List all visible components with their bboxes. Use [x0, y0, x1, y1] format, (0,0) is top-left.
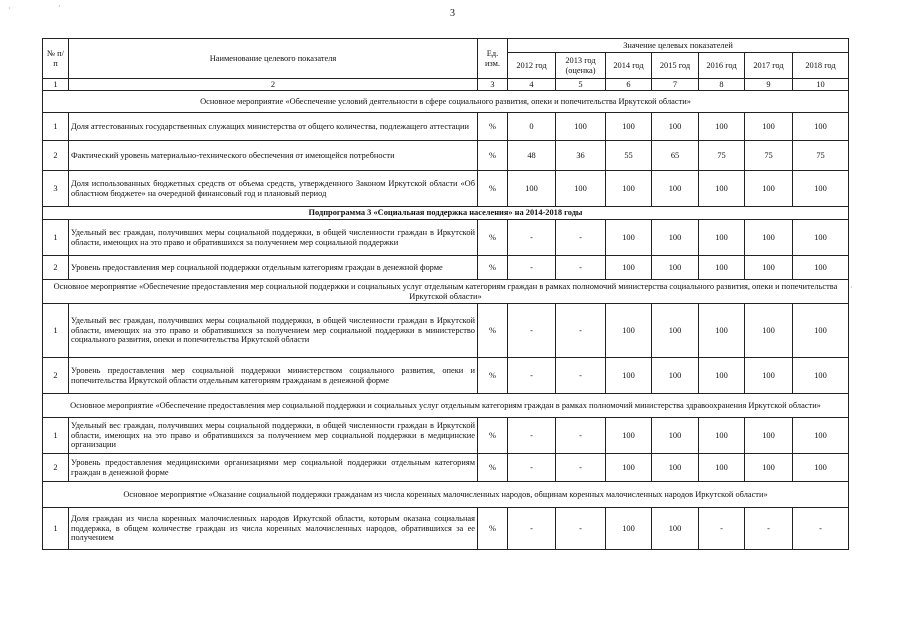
indicator-name: Уровень предоставления мер социальной поддержки отдельным категориям граждан в денежной форме: [69, 256, 478, 280]
indicator-value: -: [556, 418, 606, 454]
section-header-row: [43, 207, 849, 220]
section-header-row: [43, 482, 849, 508]
indicator-value: 48: [508, 141, 556, 171]
column-number: 10: [793, 79, 849, 91]
header-year: 2013 год (оценка): [556, 53, 606, 79]
indicator-value: -: [556, 358, 606, 394]
indicator-row: [43, 418, 849, 454]
scan-speck: ·: [58, 2, 61, 11]
indicator-unit: %: [478, 171, 508, 207]
indicator-row: [43, 113, 849, 141]
header-year: 2018 год: [793, 53, 849, 79]
indicator-num: 2: [43, 256, 69, 280]
scan-speck: ·: [8, 4, 11, 13]
page-number: 3: [450, 8, 455, 19]
indicator-unit: %: [478, 358, 508, 394]
indicator-value: 100: [508, 171, 556, 207]
indicator-value: 100: [606, 171, 652, 207]
indicator-unit: %: [478, 304, 508, 358]
indicator-name: Удельный вес граждан, получивших меры социальной поддержки, в общей численности граждан в Иркутской области, имеющих на это право и обратившихся за получением мер социальной поддержки в медицинские организации: [69, 418, 478, 454]
indicator-value: 75: [699, 141, 745, 171]
indicator-name: Доля граждан из числа коренных малочисленных народов Иркутской области, которым оказана социальная поддержка, в общем количестве граждан из числа коренных малочисленных народов, обратившихся за ее получением: [69, 508, 478, 550]
column-number: 9: [745, 79, 793, 91]
indicator-value: 100: [699, 454, 745, 482]
indicator-value: -: [508, 358, 556, 394]
indicator-value: 100: [793, 304, 849, 358]
indicator-value: 100: [606, 418, 652, 454]
indicator-name: Фактический уровень материально-технического обеспечения от имеющейся потребности: [69, 141, 478, 171]
target-indicators-table: [42, 38, 849, 550]
section-title: Основное мероприятие «Обеспечение условий деятельности в сфере социального развития, опеки и попечительства Иркутской области»: [43, 91, 849, 113]
column-number: 2: [69, 79, 478, 91]
indicator-value: 55: [606, 141, 652, 171]
section-header-row: [43, 91, 849, 113]
indicator-value: 100: [606, 256, 652, 280]
indicator-name: Доля использованных бюджетных средств от объема средств, утвержденного Законом Иркутской области «Об областном бюджете» на очередной финансовый год и плановый период: [69, 171, 478, 207]
indicator-value: -: [508, 304, 556, 358]
header-year: 2015 год: [652, 53, 699, 79]
indicator-value: 100: [745, 256, 793, 280]
indicator-value: 100: [652, 256, 699, 280]
indicator-row: [43, 141, 849, 171]
header-name: Наименование целевого показателя: [69, 39, 478, 79]
indicator-name: Уровень предоставления мер социальной поддержки министерством социального развития, опеки и попечительства Иркутской области отдельным категориям гражданам в денежной форме: [69, 358, 478, 394]
indicator-row: [43, 220, 849, 256]
indicator-value: -: [508, 454, 556, 482]
indicator-value: -: [508, 256, 556, 280]
indicator-value: 100: [556, 113, 606, 141]
indicator-value: 100: [556, 171, 606, 207]
indicator-value: 65: [652, 141, 699, 171]
indicator-value: 100: [745, 454, 793, 482]
indicator-num: 2: [43, 141, 69, 171]
column-number-row: [43, 79, 849, 91]
section-title: Подпрограмма 3 «Социальная поддержка населения» на 2014-2018 годы: [43, 207, 849, 220]
header-num: № п/п: [43, 39, 69, 79]
indicator-value: 100: [606, 358, 652, 394]
column-number: 8: [699, 79, 745, 91]
indicator-value: -: [745, 508, 793, 550]
column-number: 1: [43, 79, 69, 91]
indicator-unit: %: [478, 454, 508, 482]
indicator-value: 100: [793, 418, 849, 454]
indicator-value: 36: [556, 141, 606, 171]
indicator-value: 100: [652, 171, 699, 207]
indicator-value: -: [556, 454, 606, 482]
column-number: 6: [606, 79, 652, 91]
indicator-value: -: [508, 418, 556, 454]
indicator-name: Удельный вес граждан, получивших меры социальной поддержки, в общей численности граждан в Иркутской области, имеющих на это право и обратившихся за получением мер социальной поддержки в министерство социального развития, опеки и попечительства Иркутской области: [69, 304, 478, 358]
indicator-unit: %: [478, 508, 508, 550]
indicator-row: [43, 171, 849, 207]
indicator-value: -: [793, 508, 849, 550]
indicator-unit: %: [478, 256, 508, 280]
indicator-value: 100: [745, 171, 793, 207]
indicator-name: Уровень предоставления медицинскими организациями мер социальной поддержки отдельным категориям граждан в денежной форме: [69, 454, 478, 482]
column-number: 4: [508, 79, 556, 91]
column-number: 3: [478, 79, 508, 91]
indicator-num: 2: [43, 358, 69, 394]
section-title: Основное мероприятие «Обеспечение предоставления мер социальной поддержки и социальных услуг отдельным категориям граждан в рамках полномочий министерства социального развития, опеки и попечительства Иркутской области»: [43, 280, 849, 304]
indicator-value: 100: [652, 304, 699, 358]
indicator-value: 100: [793, 358, 849, 394]
indicator-value: 100: [793, 220, 849, 256]
header-row: [43, 39, 849, 53]
indicator-unit: %: [478, 113, 508, 141]
indicator-num: 2: [43, 454, 69, 482]
indicator-value: 100: [652, 113, 699, 141]
indicator-name: Доля аттестованных государственных служащих министерства от общего количества, подлежащего аттестации: [69, 113, 478, 141]
header-values-title: Значение целевых показателей: [508, 39, 849, 53]
indicator-value: 100: [745, 358, 793, 394]
indicator-value: 100: [793, 171, 849, 207]
indicator-value: -: [556, 508, 606, 550]
indicator-value: 100: [699, 418, 745, 454]
indicator-value: -: [699, 508, 745, 550]
indicator-value: 100: [652, 358, 699, 394]
indicator-unit: %: [478, 418, 508, 454]
indicator-value: 75: [793, 141, 849, 171]
indicator-value: 100: [606, 113, 652, 141]
header-year: 2014 год: [606, 53, 652, 79]
indicator-value: 100: [699, 256, 745, 280]
indicator-value: 100: [793, 113, 849, 141]
section-title: Основное мероприятие «Оказание социальной поддержки гражданам из числа коренных малочисленных народов, общинам коренных малочисленных народов Иркутской области»: [43, 482, 849, 508]
section-header-row: [43, 394, 849, 418]
header-unit: Ед. изм.: [478, 39, 508, 79]
scan-speck: ·: [850, 283, 853, 292]
indicator-row: [43, 358, 849, 394]
indicator-value: 100: [606, 220, 652, 256]
header-year: 2012 год: [508, 53, 556, 79]
section-header-row: [43, 280, 849, 304]
indicator-value: 0: [508, 113, 556, 141]
indicator-value: 100: [745, 113, 793, 141]
indicator-row: [43, 508, 849, 550]
indicator-value: 100: [699, 171, 745, 207]
indicator-unit: %: [478, 141, 508, 171]
indicator-value: -: [556, 256, 606, 280]
column-number: 7: [652, 79, 699, 91]
indicator-unit: %: [478, 220, 508, 256]
indicator-value: 100: [745, 418, 793, 454]
indicator-value: 100: [606, 304, 652, 358]
indicator-row: [43, 304, 849, 358]
indicator-value: -: [556, 220, 606, 256]
indicator-num: 1: [43, 418, 69, 454]
indicator-value: -: [508, 508, 556, 550]
header-year: 2016 год: [699, 53, 745, 79]
indicator-value: 100: [606, 508, 652, 550]
indicator-value: 100: [699, 220, 745, 256]
indicator-value: 100: [652, 508, 699, 550]
indicator-value: 100: [652, 454, 699, 482]
indicator-value: 100: [652, 418, 699, 454]
indicator-value: -: [556, 304, 606, 358]
indicator-row: [43, 454, 849, 482]
indicator-num: 3: [43, 171, 69, 207]
indicator-value: 100: [699, 358, 745, 394]
indicator-value: 100: [793, 454, 849, 482]
indicator-name: Удельный вес граждан, получивших меры социальной поддержки, в общей численности граждан в Иркутской области, имеющих на это право и обратившихся за получением мер социальной поддержки: [69, 220, 478, 256]
indicator-value: 100: [606, 454, 652, 482]
indicator-value: 100: [745, 220, 793, 256]
indicator-value: 100: [699, 113, 745, 141]
indicator-row: [43, 256, 849, 280]
section-title: Основное мероприятие «Обеспечение предоставления мер социальной поддержки и социальных услуг отдельным категориям граждан в рамках полномочий министерства здравоохранения Иркутской области»: [43, 394, 849, 418]
indicator-value: 100: [652, 220, 699, 256]
indicator-num: 1: [43, 508, 69, 550]
indicator-num: 1: [43, 113, 69, 141]
indicator-value: 75: [745, 141, 793, 171]
indicator-value: 100: [699, 304, 745, 358]
indicator-value: -: [508, 220, 556, 256]
column-number: 5: [556, 79, 606, 91]
indicator-value: 100: [745, 304, 793, 358]
indicator-num: 1: [43, 220, 69, 256]
indicator-value: 100: [793, 256, 849, 280]
indicator-num: 1: [43, 304, 69, 358]
header-year: 2017 год: [745, 53, 793, 79]
